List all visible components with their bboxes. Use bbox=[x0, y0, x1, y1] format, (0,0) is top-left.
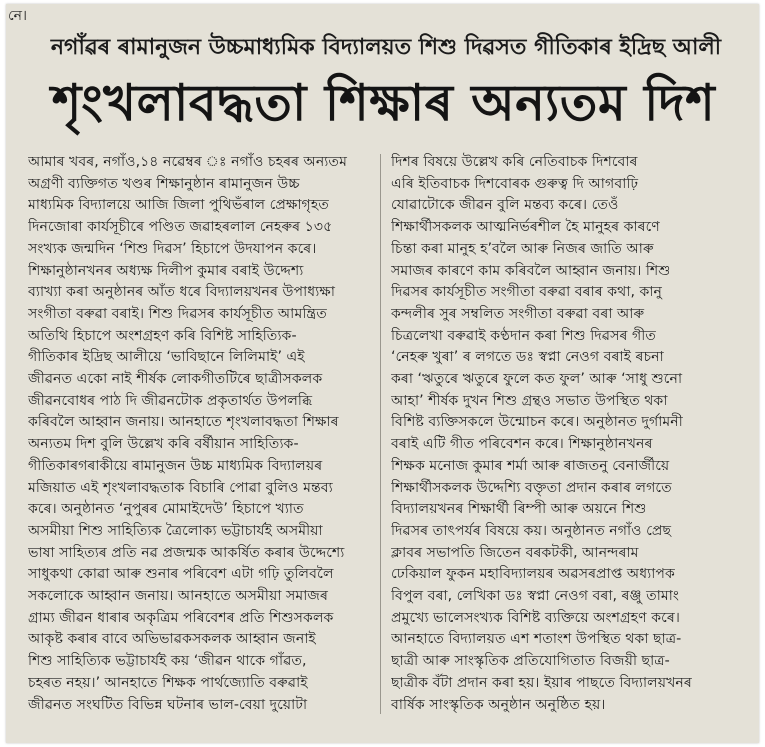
article-text-line: আকৃষ্ট কৰাৰ বাবে অভিভাৱকসকলক আহ্বান জনাই bbox=[28, 631, 316, 648]
article-text-line: আমাৰ খবৰ, নগাঁও,১৪ নৱেম্বৰ ঃ নগাঁও চহৰৰ অন্যতম bbox=[28, 154, 347, 170]
article-text-line: জীৱনত সংঘটিত বিভিন্ন ঘটনাৰ ভাল-বেয়া দুয়োটা bbox=[28, 696, 308, 713]
article-text-line: শিক্ষাৰ্থীসকলক উদ্দেশ্যি বক্তৃতা প্ৰদান কৰাৰ লগতে bbox=[391, 479, 672, 496]
article-text-line: সাধুকথা কোৱা আৰু শুনাৰ পৰিবেশ এটা গঢ়ি তুলিবলৈ bbox=[28, 566, 334, 583]
article-text-line: অসমীয়া শিশু সাহিত্যিক ত্ৰৈলোক্য ভট্টাচাৰ্যই অসমীয়া bbox=[28, 522, 323, 539]
article-text-line: আনহাতে বিদ্যালয়ত এশ শতাংশ উপস্থিত থকা ছাত্ৰ- bbox=[391, 631, 682, 648]
article-text-line: জীৱনবোধৰ পাঠ দি জীৱনটোক প্ৰকৃতাৰ্থত উপলব্ধি bbox=[28, 392, 313, 409]
article-text-line: শিক্ষক মনোজ কুমাৰ শৰ্মা আৰু ৰাজতনু বেনাৰ্জীয়ে bbox=[391, 457, 670, 474]
article-right-column bbox=[391, 152, 751, 716]
kicker-subheadline: নগাঁৱৰ ৰামানুজন উচ্চমাধ্যমিক বিদ্যালয়ত শিশু দিৱসত গীতিকাৰ ইদ্ৰিছ আলী bbox=[50, 35, 722, 60]
article-text-line: মজিয়াত এই শৃংখলাবদ্ধতাক বিচাৰি পোৱা বুলিও মন্তব্য bbox=[28, 479, 333, 496]
newspaper-clipping bbox=[6, 4, 759, 743]
article-text-line: মাধ্যমিক বিদ্যালয়ে আজি জিলা পুথিভঁৰাল প্ৰেক্ষাগৃহত bbox=[28, 197, 329, 214]
article-text-line: কৰে। অনুষ্ঠানত ‘নুপুৰৰ মোমাইদেউ’ হিচাপে খ্যাত bbox=[28, 501, 304, 518]
article-text-line: সমাজৰ কাৰণে কাম কৰিবলৈ আহ্বান জনায়। শিশু bbox=[391, 262, 671, 279]
article-text-line: ভাষা সাহিত্যৰ প্ৰতি নৱ প্ৰজন্মক আকৰ্ষিত কৰাৰ উদ্দেশ্যে bbox=[28, 544, 345, 561]
article-text-line: সংগীতা বৰুৱা বৰাই। শিশু দিৱসৰ কাৰ্যসূচীত আমন্ত্ৰিত bbox=[28, 305, 327, 322]
article-text-line: ছাত্ৰীক বঁটা প্ৰদান কৰা হয়। ইয়াৰ পাছতে বিদ্যালয়খনৰ bbox=[391, 674, 692, 691]
column-divider bbox=[380, 154, 381, 714]
headline: শৃংখলাবদ্ধতা শিক্ষাৰ অন্যতম দিশ bbox=[51, 74, 716, 132]
article-text-line: প্ৰমুখ্যে ভালেসংখ্যক বিশিষ্ট ব্যক্তিয়ে অংশগ্ৰহণ কৰে। bbox=[391, 609, 680, 626]
article-text-line: ক্লাবৰ সভাপতি জিতেন বৰকটকী, আনন্দৰাম bbox=[391, 544, 639, 561]
article-text-line: কৰিবলৈ আহ্বান জনায়। আনহাতে শৃংখলাবদ্ধতা শিক্ষাৰ bbox=[28, 414, 339, 431]
article-text-line: আহা’ শীৰ্ষক দুখন শিশু গ্ৰন্থও সভাত উপস্থিত থকা bbox=[391, 392, 668, 409]
article-text-line: গ্ৰাম্য জীৱন ধাৰাৰ অকৃত্ৰিম পৰিবেশৰ প্ৰতি শিশুসকলক bbox=[28, 609, 334, 626]
article-text-line: ব্যাখ্যা কৰা অনুষ্ঠানৰ আঁত ধৰে বিদ্যালয়খনৰ উপাধ্যক্ষা bbox=[28, 284, 335, 301]
article-text-line: শিশু সাহিত্যিক ভট্টাচাৰ্যই কয় ‘জীৱন থাকে গাঁৱত, bbox=[28, 653, 307, 670]
article-text-line: কন্দলীৰ সুৰ সম্বলিত সংগীতা বৰুৱা বৰা আৰু bbox=[391, 305, 645, 322]
article-text-line: এৰি ইতিবাচক দিশবোৰক গুৰুত্ব দি আগবাঢ়ি bbox=[391, 175, 639, 192]
article-text-line: অগ্ৰণী ব্যক্তিগত খণ্ডৰ শিক্ষানুষ্ঠান ৰামানুজন উচ্চ bbox=[28, 175, 300, 192]
article-text-line: দিৱসৰ কাৰ্যসূচীত সংগীতা বৰুৱা বৰাৰ কথা, কানু bbox=[391, 284, 663, 301]
cut-off-previous-text: নে। bbox=[8, 8, 28, 24]
article-text-line: শিক্ষাৰ্থীসকলক আত্মনিৰ্ভৰশীল হৈ মানুহৰ কাৰণে bbox=[391, 219, 660, 236]
article-text-line: দিনজোৰা কাৰ্যসূচীৰে পণ্ডিত জৱাহৰলাল নেহৰুৰ ১৩৫ bbox=[28, 219, 333, 236]
article-text-line: চিন্তা কৰা মানুহ হ’বলৈ আৰু নিজৰ জাতি আৰু bbox=[391, 240, 654, 257]
article-text-line: শিক্ষানুষ্ঠানখনৰ অধ্যক্ষ দিলীপ কুমাৰ বৰাই উদ্দেশ্য bbox=[28, 262, 304, 279]
article-left-column bbox=[28, 152, 388, 716]
article-text-line: চিত্ৰলেখা বৰুৱাই কণ্ঠদান কৰা শিশু দিৱসৰ গীত bbox=[391, 327, 656, 344]
article-text-line: বাৰ্ষিক সাংস্কৃতিক অনুষ্ঠান অনুষ্ঠিত হয়। bbox=[391, 696, 606, 713]
article-text-line: জীৱনত একো নাই শীৰ্ষক লোকগীতটিৰে ছাত্ৰীসকলক bbox=[28, 371, 323, 388]
article-text-line: কৰা ‘ঋতুৰে ঋতুৰে ফুলে কত ফুল’ আৰু ‘সাধু শুনো bbox=[391, 371, 683, 388]
article-text-line: ‘নেহৰু খুৰা’ ৰ লগতে ডঃ স্বপ্না নেওগ বৰাই ৰচনা bbox=[391, 349, 664, 366]
article-text-line: দিশৰ বিষয়ে উল্লেখ কৰি নেতিবাচক দিশবোৰ bbox=[391, 154, 638, 170]
article-text-line: ঢেকিয়াল ফুকন মহাবিদ্যালয়ৰ অৱসৰপ্ৰাপ্ত অধ্যাপক bbox=[391, 566, 675, 583]
article-text-line: ছাত্ৰী আৰু সাংস্কৃতিক প্ৰতিযোগিতাত বিজয়ী ছাত্ৰ- bbox=[391, 653, 670, 670]
article-text-line: অন্যতম দিশ বুলি উল্লেখ কৰি বৰ্ষীয়ান সাহিত্যিক- bbox=[28, 436, 299, 453]
article-text-line: বিদ্যালয়খনৰ শিক্ষাৰ্থী ৰিম্পী আৰু অয়নে শিশু bbox=[391, 501, 647, 518]
article-text-line: গীতিকাৰ ইদ্ৰিছ আলীয়ে ‘ভাবিছানে লিলিমাই’ এই bbox=[28, 349, 305, 366]
article-text-line: সংখ্যক জন্মদিন ‘শিশু দিৱস’ হিচাপে উদযাপন কৰে। bbox=[28, 240, 317, 257]
article-text-line: বৰাই এটি গীত পৰিবেশন কৰে। শিক্ষানুষ্ঠানখনৰ bbox=[391, 436, 653, 453]
article-text-line: দিৱসৰ তাৎপৰ্যৰ বিষয়ে কয়। অনুষ্ঠানত নগাঁও প্ৰেছ bbox=[391, 522, 672, 539]
article-text-line: অতিথি হিচাপে অংশগ্ৰহণ কৰি বিশিষ্ট সাহিত্যিক- bbox=[28, 327, 297, 344]
article-text-line: বিশিষ্ট ব্যক্তিসকলে উন্মোচন কৰে। অনুষ্ঠানত দুৰ্গামনী bbox=[391, 414, 683, 431]
article-text-line: চহৰত নহয়।’ আনহাতে শিক্ষক পাৰ্থজ্যোতি বৰুৱাই bbox=[28, 674, 308, 691]
article-text-line: বিপুল বৰা, লেখিকা ডঃ স্বপ্না নেওগ বৰা, ৰঞ্জু তামাং bbox=[391, 588, 680, 605]
article-text-line: যোৱাটোকে জীৱন বুলি মন্তব্য কৰে। তেওঁ bbox=[391, 197, 619, 214]
article-text-line: গীতিকাৰগৰাকীয়ে ৰামানুজন উচ্চ মাধ্যমিক বিদ্যালয়ৰ bbox=[28, 457, 323, 474]
article-text-line: সকলোকে আহ্বান জনায়। আনহাতে অসমীয়া সমাজৰ bbox=[28, 588, 328, 605]
